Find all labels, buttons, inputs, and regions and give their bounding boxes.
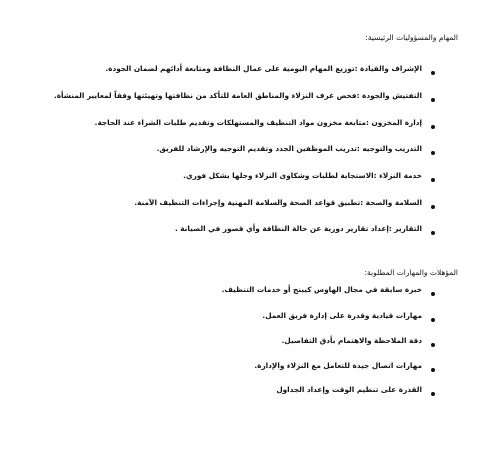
responsibilities-heading: المهام والمسؤوليات الرئيسية: (365, 33, 458, 42)
bullet-icon (431, 205, 435, 209)
bullet-icon (431, 343, 435, 347)
list-item-text: مهارات اتصال جيدة للتعامل مع النزلاء والإدارة. (254, 361, 422, 370)
bullet-icon (431, 368, 435, 372)
list-item-text: القدرة على تنظيم الوقت وإعداد الجداول (276, 385, 422, 394)
list-item-text: دقة الملاحظة والاهتمام بأدق التفاصيل. (281, 336, 422, 345)
bullet-icon (431, 231, 435, 235)
bullet-icon (431, 151, 435, 155)
list-item-text: التدريب والتوجيه :تدريب الموظفين الجدد وتقديم التوجيه والإرشاد للفريق. (156, 144, 422, 153)
list-item-text: التقارير :إعداد تقارير دورية عن حالة النظافة وأي قصور في الصيانة . (174, 224, 422, 233)
list-item-text: السلامة والصحة :تطبيق قواعد الصحة والسلامة المهنية وإجراءات التنظيف الآمنة. (134, 198, 422, 207)
list-item-text: مهارات قيادية وقدرة على إدارة فريق العمل. (262, 311, 422, 320)
bullet-icon (431, 98, 435, 102)
list-item-text: خبرة سابقة في مجال الهاوس كيبنج أو خدمات التنظيف. (221, 285, 422, 294)
bullet-icon (431, 318, 435, 322)
bullet-icon (431, 178, 435, 182)
bullet-icon (431, 71, 435, 75)
bullet-icon (431, 292, 435, 296)
list-item-text: التفتيش والجودة :فحص غرف النزلاء والمناطق العامة للتأكد من نظافتها وتهيئتها وفقاً لمعايير المنشأة. (53, 91, 422, 100)
qualifications-heading: المؤهلات والمهارات المطلوبة: (364, 268, 458, 277)
list-item-text: إدارة المخزون :متابعة مخزون مواد التنظيف والمستهلكات وتقديم طلبات الشراء عند الحاجة. (94, 118, 422, 127)
bullet-icon (431, 125, 435, 129)
list-item-text: خدمة النزلاء :الاستجابة لطلبات وشكاوى النزلاء وحلها بشكل فوري. (183, 171, 422, 180)
list-item-text: الإشراف والقيادة :توزيع المهام اليومية على عمال النظافة ومتابعة أدائهم لضمان الجودة. (105, 64, 422, 73)
bullet-icon (431, 392, 435, 396)
